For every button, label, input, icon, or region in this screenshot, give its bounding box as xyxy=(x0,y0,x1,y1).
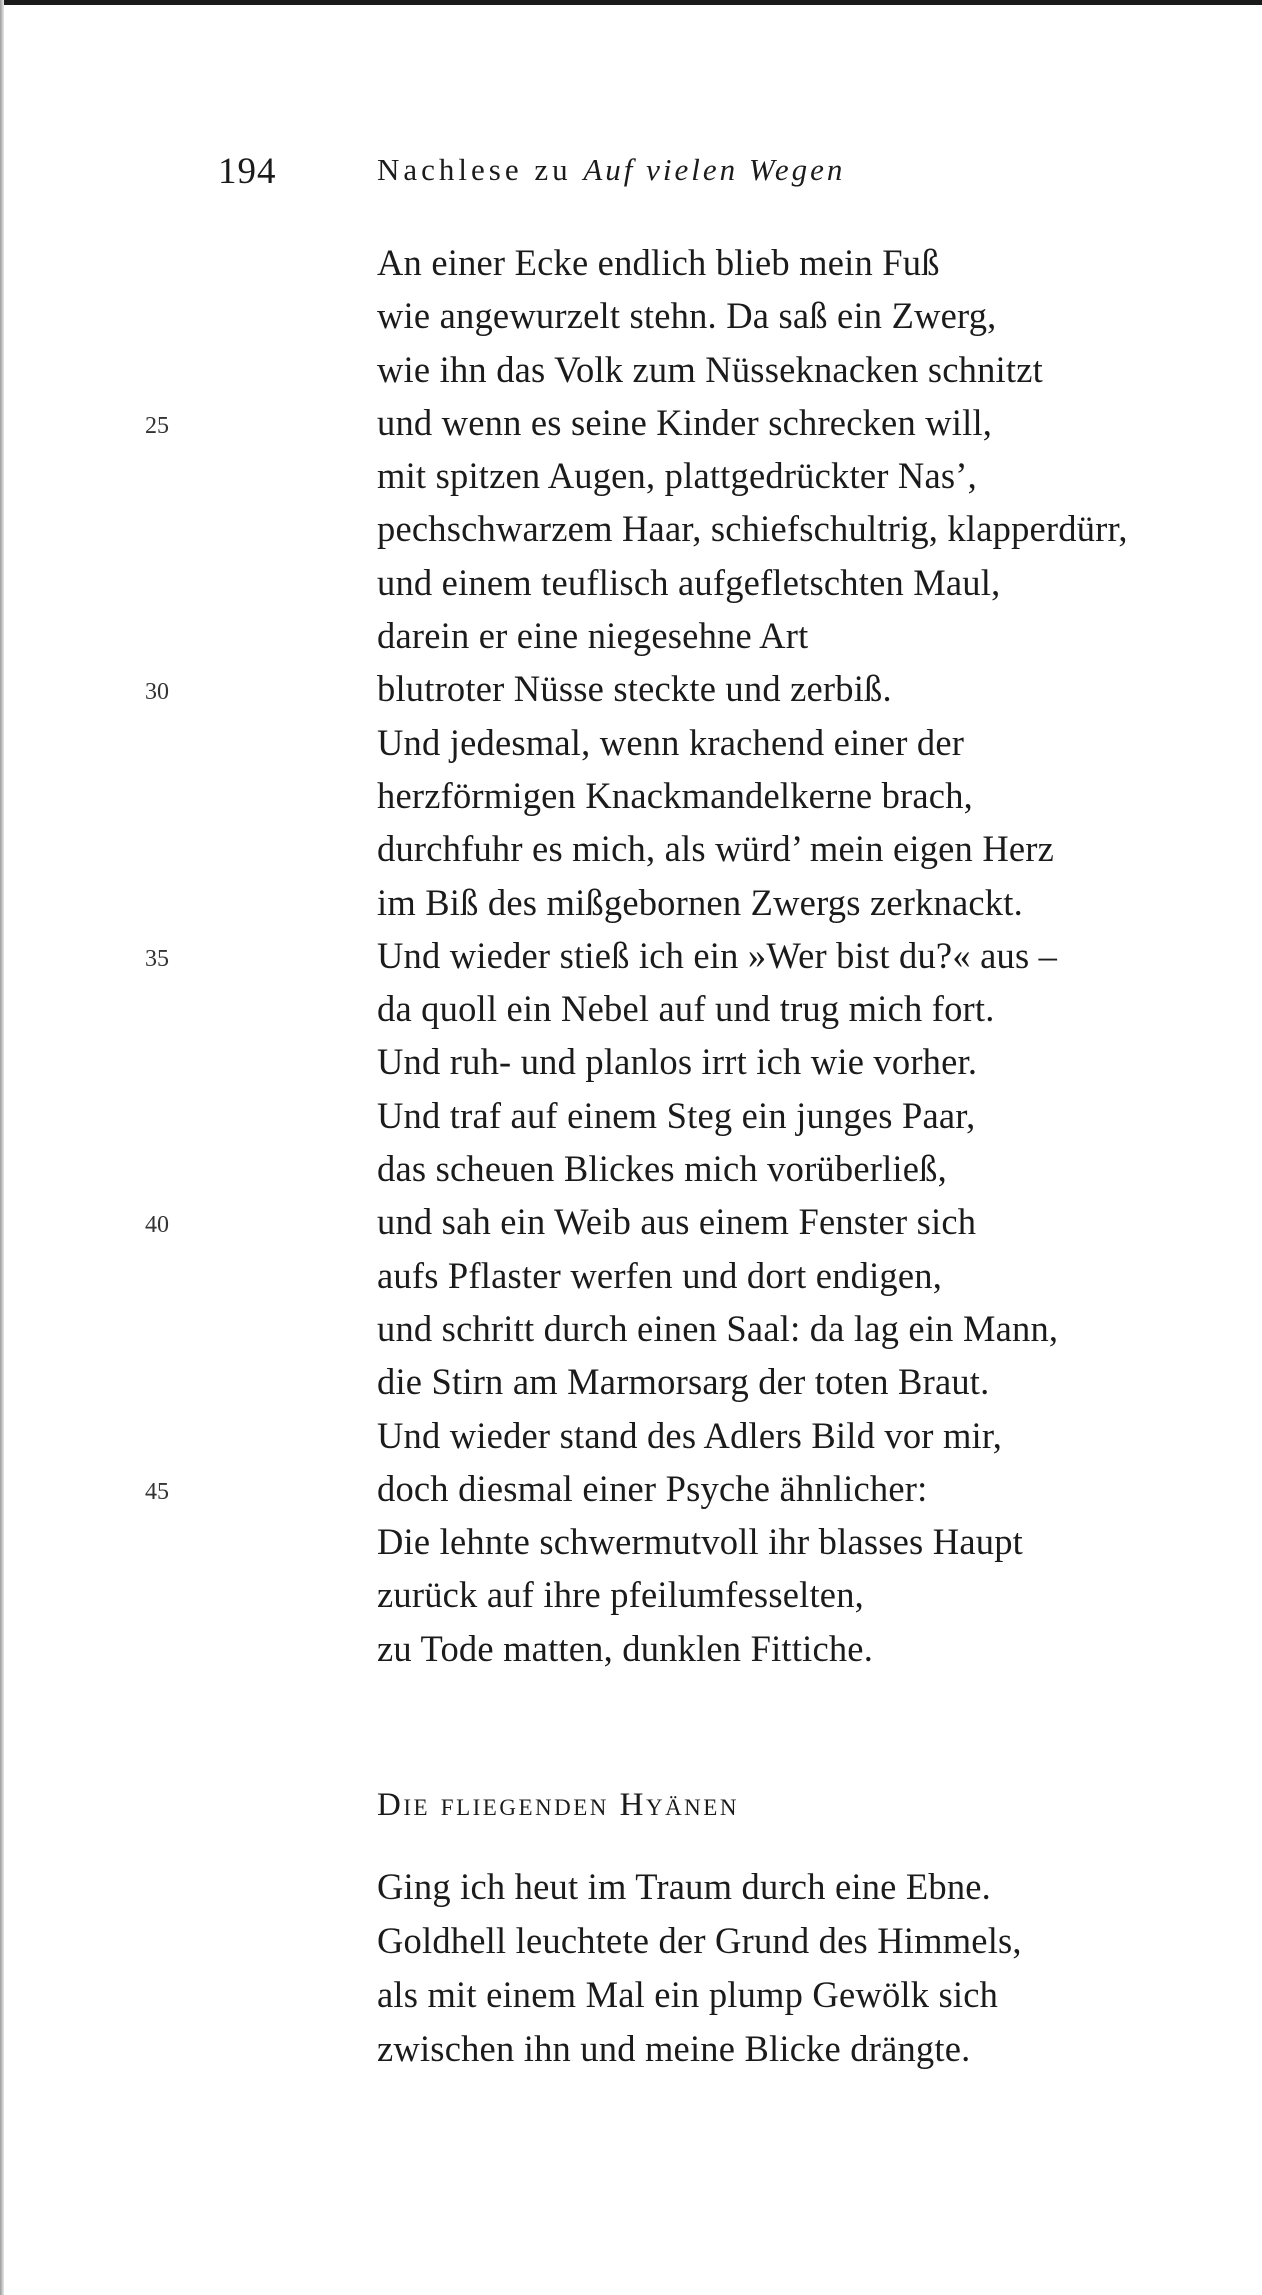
line-number: 30 xyxy=(145,679,169,706)
verse-line xyxy=(0,822,1262,875)
page-number: 194 xyxy=(218,151,277,192)
verse-line xyxy=(0,449,1262,502)
line-number: 25 xyxy=(145,412,169,439)
verse-text: herzförmigen Knackmandelkerne brach, xyxy=(377,774,973,816)
verse-line xyxy=(0,1409,1262,1462)
top-edge-rule xyxy=(0,0,1262,5)
verse-line xyxy=(0,1860,1262,1914)
verse-text: wie ihn das Volk zum Nüsseknacken schnitzt xyxy=(377,348,1043,390)
verse-text: Ging ich heut im Traum durch eine Ebne. xyxy=(377,1866,992,1907)
verse-line xyxy=(0,502,1262,555)
verse-line xyxy=(0,929,1262,982)
verse-line xyxy=(0,1515,1262,1568)
running-head xyxy=(377,152,845,188)
poem-2-verses xyxy=(0,1860,1262,2076)
verse-line xyxy=(0,1142,1262,1195)
verse-line xyxy=(0,2022,1262,2076)
verse-text: als mit einem Mal ein plump Gewölk sich xyxy=(377,1974,999,2015)
verse-line xyxy=(0,289,1262,342)
verse-text: zu Tode matten, dunklen Fittiche. xyxy=(377,1627,874,1669)
page-header xyxy=(0,150,1262,200)
running-head-prefix: Nachlese zu xyxy=(377,152,572,187)
verse-text: durchfuhr es mich, als würd’ mein eigen Herz xyxy=(377,828,1055,870)
verse-text: und einem teuflisch aufgefletschten Maul, xyxy=(377,561,1001,603)
verse-line xyxy=(0,556,1262,609)
verse-line xyxy=(0,236,1262,289)
verse-line xyxy=(0,343,1262,396)
verse-text: und sah ein Weib aus einem Fenster sich xyxy=(377,1201,977,1243)
verse-text: Und ruh- und planlos irrt ich wie vorher. xyxy=(377,1041,978,1083)
verse-line xyxy=(0,1462,1262,1515)
verse-line xyxy=(0,982,1262,1035)
line-number: 35 xyxy=(145,945,169,972)
verse-text: Und traf auf einem Steg ein junges Paar, xyxy=(377,1094,976,1136)
running-head-title: Auf vielen Wegen xyxy=(583,152,846,187)
verse-text: pechschwarzem Haar, schiefschultrig, klapperdürr, xyxy=(377,508,1128,550)
verse-text: blutroter Nüsse steckte und zerbiß. xyxy=(377,668,892,710)
verse-text: An einer Ecke endlich blieb mein Fuß xyxy=(377,242,940,283)
line-number: 40 xyxy=(145,1212,169,1239)
verse-text: Und wieder stand des Adlers Bild vor mir, xyxy=(377,1414,1003,1456)
verse-line xyxy=(0,609,1262,662)
line-number: 45 xyxy=(145,1478,169,1505)
verse-line xyxy=(0,1568,1262,1621)
verse-line xyxy=(0,716,1262,769)
verse-text: aufs Pflaster werfen und dort endigen, xyxy=(377,1254,943,1296)
verse-line xyxy=(0,1035,1262,1088)
verse-line xyxy=(0,769,1262,822)
verse-text: Die lehnte schwermutvoll ihr blasses Haupt xyxy=(377,1521,1023,1563)
verse-line xyxy=(0,1089,1262,1142)
verse-line xyxy=(0,1968,1262,2022)
verse-text: zurück auf ihre pfeilumfesselten, xyxy=(377,1574,864,1616)
verse-text: das scheuen Blickes mich vorüberließ, xyxy=(377,1148,947,1190)
poem-1-verses xyxy=(0,236,1262,1675)
verse-line xyxy=(0,1914,1262,1968)
verse-line xyxy=(0,1195,1262,1248)
verse-line xyxy=(0,396,1262,449)
verse-text: Und wieder stieß ich ein »Wer bist du?« aus – xyxy=(377,934,1058,976)
verse-text: doch diesmal einer Psyche ähnlicher: xyxy=(377,1467,928,1509)
verse-text: und schritt durch einen Saal: da lag ein Mann, xyxy=(377,1307,1059,1349)
verse-text: darein er eine niegesehne Art xyxy=(377,615,809,657)
verse-line xyxy=(0,1622,1262,1675)
verse-text: die Stirn am Marmorsarg der toten Braut. xyxy=(377,1361,990,1403)
verse-text: wie angewurzelt stehn. Da saß ein Zwerg, xyxy=(377,295,997,337)
verse-line xyxy=(0,662,1262,715)
verse-line xyxy=(0,876,1262,929)
verse-text: und wenn es seine Kinder schrecken will, xyxy=(377,401,993,443)
verse-text: Goldhell leuchtete der Grund des Himmels, xyxy=(377,1920,1022,1961)
verse-line xyxy=(0,1355,1262,1408)
verse-text: da quoll ein Nebel auf und trug mich fort. xyxy=(377,988,995,1030)
verse-text: mit spitzen Augen, plattgedrückter Nas’, xyxy=(377,455,977,497)
verse-line xyxy=(0,1249,1262,1302)
verse-text: zwischen ihn und meine Blicke drängte. xyxy=(377,2028,971,2069)
verse-line xyxy=(0,1302,1262,1355)
verse-text: im Biß des mißgebornen Zwergs zerknackt. xyxy=(377,881,1023,923)
verse-text: Und jedesmal, wenn krachend einer der xyxy=(377,721,965,763)
poem-2-title: Die fliegenden Hyänen xyxy=(377,1787,739,1823)
